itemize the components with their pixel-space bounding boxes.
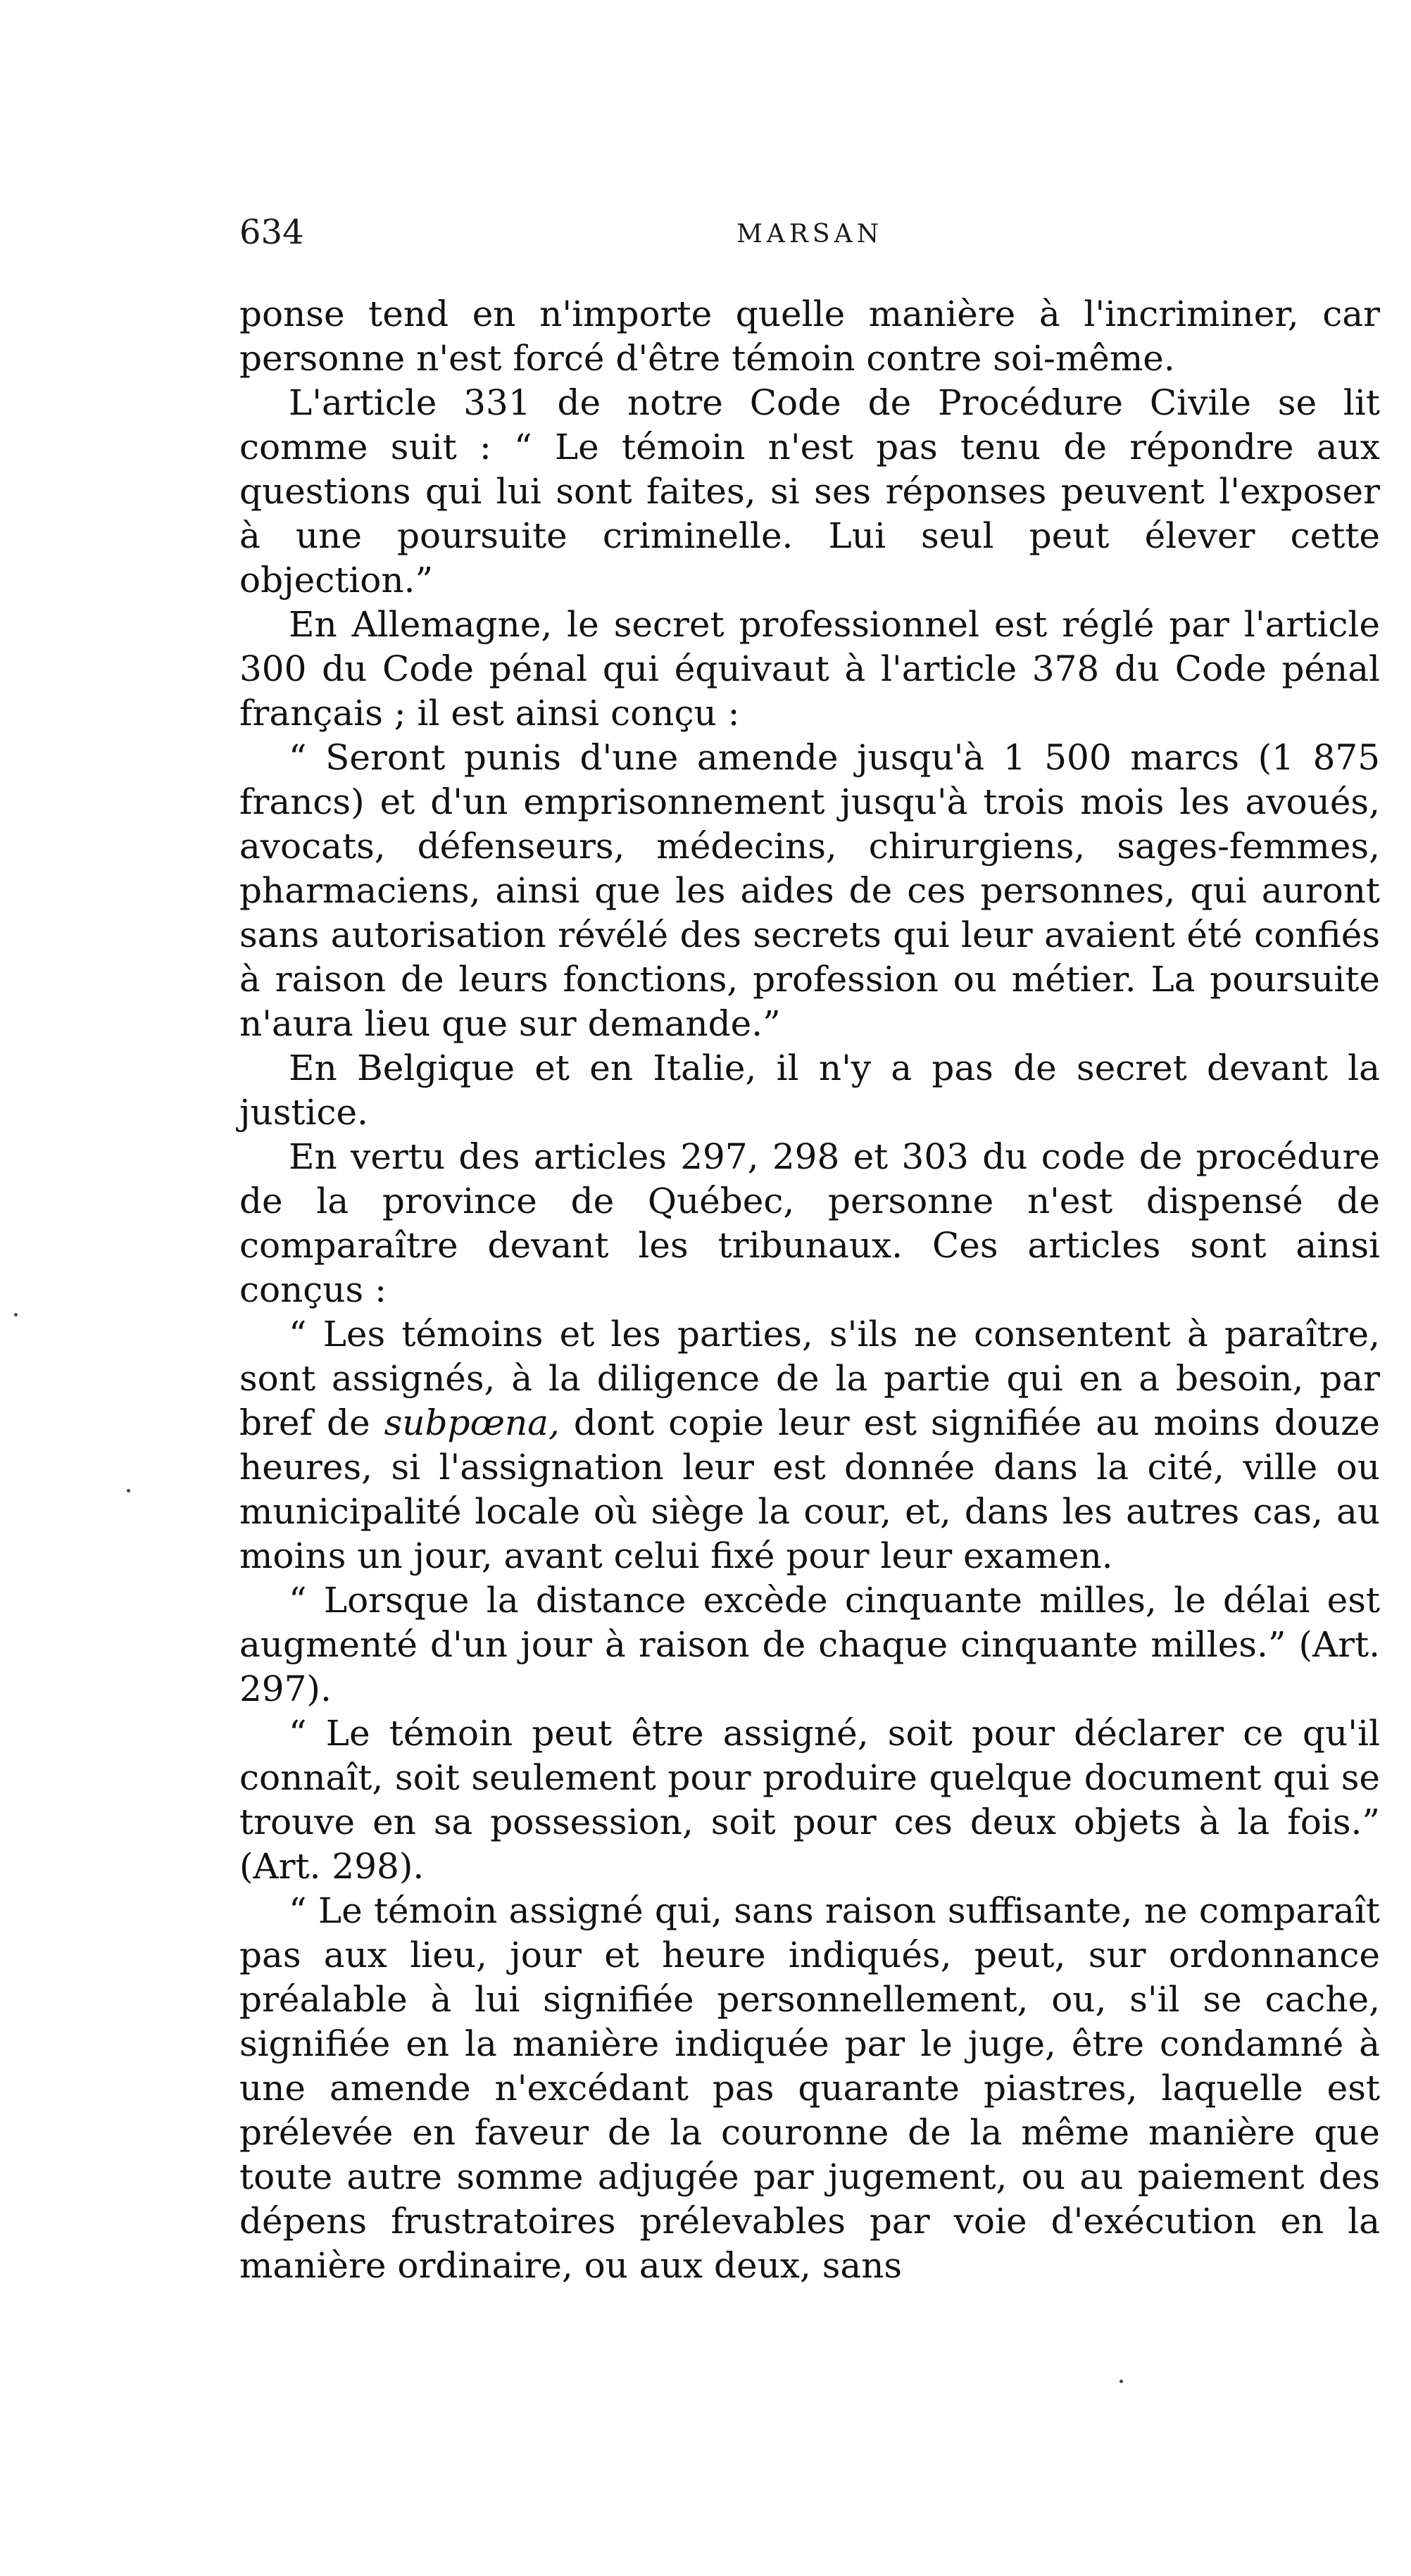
scan-speck bbox=[14, 1313, 18, 1317]
paragraph: “ Lorsque la distance excède cinquante milles, le délai est augmenté d'un jour à raison de chaque cinquante milles.” (Art. 297). bbox=[239, 1580, 1380, 1709]
paragraph: ponse tend en n'importe quelle manière à l'incriminer, car personne n'est forcé d'être témoin contre soi-même. bbox=[239, 294, 1380, 379]
paragraph: En vertu des articles 297, 298 et 303 du code de procédure de la province de Québec, personne n'est dispensé de comparaître devant les tribunaux. Ces articles sont ainsi conçus : bbox=[239, 1136, 1380, 1310]
scan-speck bbox=[1120, 2380, 1123, 2383]
body-text bbox=[239, 292, 1380, 2288]
paragraph: “ Le témoin assigné qui, sans raison suffisante, ne comparaît pas aux lieu, jour et heure indiqués, peut, sur ordonnance préalable à lui signifiée personnellement, ou, s'il se cache, signifiée en la manière indiquée par le juge, être condamné à une amende n'excédant pas quarante piastres, laquelle est prélevée en faveur de la couronne de la même manière que toute autre somme adjugée par jugement, ou au paiement des dépens frustratoires prélevables par voie d'exécution en la manière ordinaire, ou aux deux, sans bbox=[239, 1890, 1380, 2286]
paragraph bbox=[239, 1312, 1380, 1578]
paragraph: “ Le témoin peut être assigné, soit pour déclarer ce qu'il connaît, soit seulement pour produire quelque document qui se trouve en sa possession, soit pour ces deux objets à la fois.” (Art. 298). bbox=[239, 1713, 1380, 1887]
paragraph: “ Seront punis d'une amende jusqu'à 1 500 marcs (1 875 francs) et d'un emprisonnement jusqu'à trois mois les avoués, avocats, défenseurs, médecins, chirurgiens, sages-femmes, pharmaciens, ainsi que les aides de ces personnes, qui auront sans autorisation révélé des secrets qui leur avaient été confiés à raison de leurs fonctions, profession ou métier. La poursuite n'aura lieu que sur demande.” bbox=[239, 737, 1380, 1044]
paragraph: En Belgique et en Italie, il n'y a pas de secret devant la justice. bbox=[239, 1048, 1380, 1133]
paragraph: L'article 331 de notre Code de Procédure Civile se lit comme suit : “ Le témoin n'est pas tenu de répondre aux questions qui lui sont faites, si ses réponses peuvent l'exposer à une poursuite criminelle. Lui seul peut élever cette objection.” bbox=[239, 382, 1380, 601]
italic-term: subpœna, bbox=[384, 1402, 560, 1443]
running-head: MARSAN bbox=[736, 220, 884, 249]
scan-speck bbox=[127, 1489, 130, 1493]
page-header bbox=[239, 211, 1380, 260]
paragraph-text: “ Les témoins et les parties, s'ils ne consentent à paraître, sont assignés, à la diligence de la partie qui en a besoin, par bref de bbox=[239, 1314, 1380, 1443]
paragraph: En Allemagne, le secret professionnel est réglé par l'article 300 du Code pénal qui équivaut à l'article 378 du Code pénal français ; il est ainsi conçu : bbox=[239, 604, 1380, 734]
paragraph-text: dont copie leur est signifiée au moins douze heures, si l'assignation leur est donnée dans la cité, ville ou municipalité locale où siège la cour, et, dans les autres cas, au moins un jour, avant celui fixé pour leur examen. bbox=[239, 1402, 1381, 1576]
page-number: 634 bbox=[239, 213, 304, 252]
